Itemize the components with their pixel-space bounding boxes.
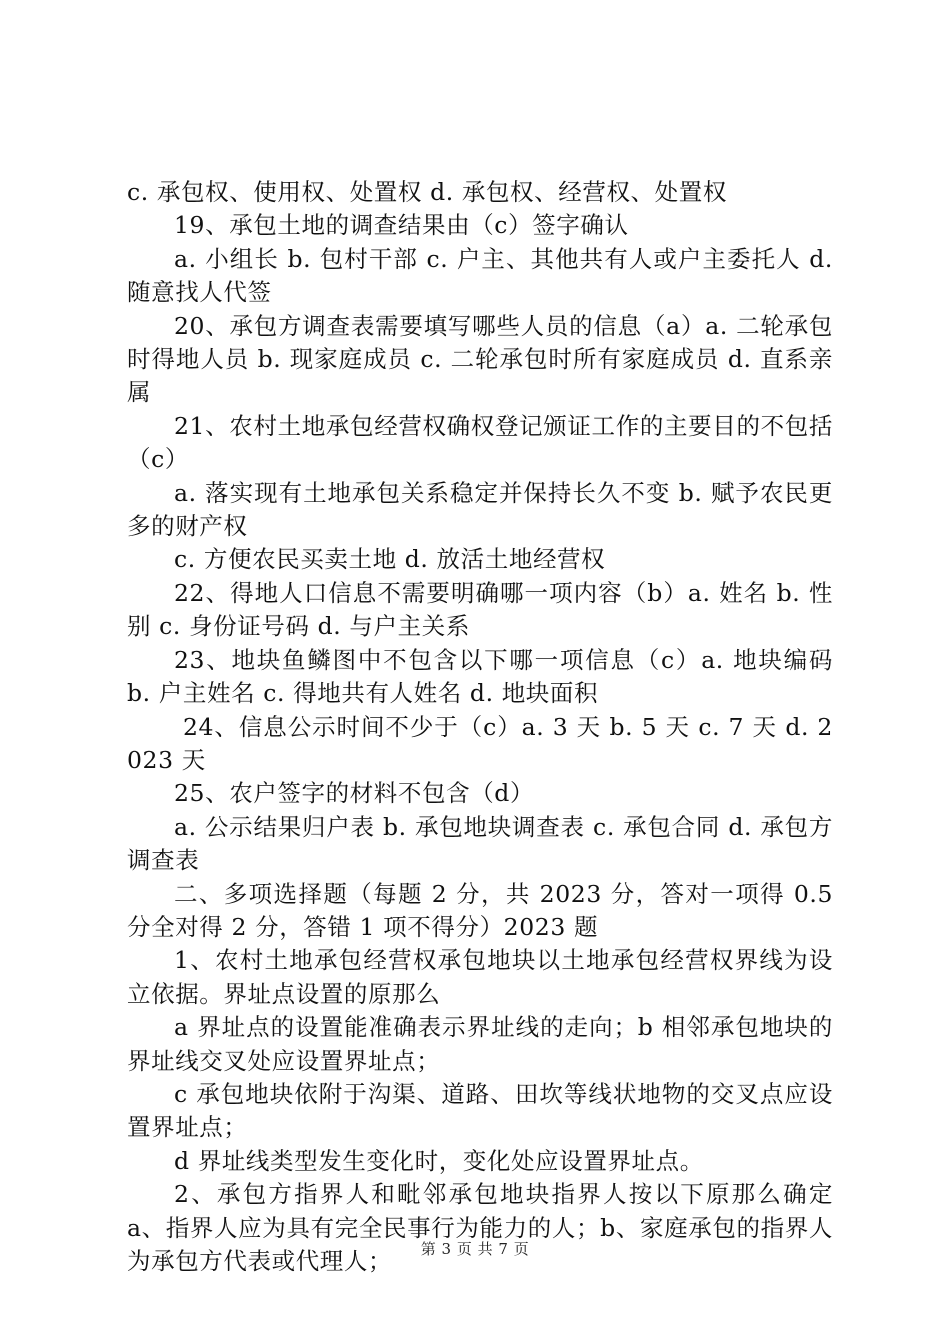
question-20: 20、承包方调查表需要填写哪些人员的信息（a）a. 二轮承包时得地人员 b. 现家庭成员 c. 二轮承包时所有家庭成员 d. 直系亲属	[127, 311, 833, 407]
question-19-options: a. 小组长 b. 包村干部 c. 户主、其他共有人或户主委托人 d. 随意找人代签	[127, 244, 833, 307]
question-24: 24、信息公示时间不少于（c）a. 3 天 b. 5 天 c. 7 天 d. 2023 天	[127, 712, 833, 774]
document-body	[127, 176, 833, 1278]
mc-question-1-rule-d: d 界址线类型发生变化时，变化处应设置界址点。	[174, 1146, 704, 1175]
mc-question-2: 2、承包方指界人和毗邻承包地块指界人按以下原那么确定 a、指界人应为具有完全民事行为能力的人；b、家庭承包的指界人为承包方代表或代理人；	[127, 1180, 833, 1275]
mc-question-1-rule-a-b: a 界址点的设置能准确表示界址线的走向；b 相邻承包地块的界址线交叉处应设置界址点；	[127, 1013, 833, 1075]
question-21-options-cd: c. 方便农民买卖土地 d. 放活土地经营权	[174, 545, 606, 574]
question-23: 23、地块鱼鳞图中不包含以下哪一项信息（c）a. 地块编码 b. 户主姓名 c. 得地共有人姓名 d. 地块面积	[127, 645, 833, 708]
question-25: 25、农户签字的材料不包含（d）	[174, 779, 535, 808]
question-21-options-ab: a. 落实现有土地承包关系稳定并保持长久不变 b. 赋予农民更多的财产权	[127, 478, 833, 541]
page-footer: 第 3 页 共 7 页	[420, 1240, 530, 1258]
question-22: 22、得地人口信息不需要明确哪一项内容（b）a. 姓名 b. 性别 c. 身份证号码 d. 与户主关系	[127, 578, 833, 641]
question-21: 21、农村土地承包经营权确权登记颁证工作的主要目的不包括（c）	[127, 411, 833, 474]
paragraph-option-c-d: c. 承包权、使用权、处置权 d. 承包权、经营权、处置权	[127, 178, 727, 206]
question-25-options: a. 公示结果归户表 b. 承包地块调查表 c. 承包合同 d. 承包方调查表	[127, 812, 833, 875]
mc-question-1-rule-c: c 承包地块依附于沟渠、道路、田坎等线状地物的交叉点应设置界址点；	[127, 1079, 833, 1142]
question-19: 19、承包土地的调查结果由（c）签字确认	[174, 211, 629, 240]
mc-question-1: 1、农村土地承包经营权承包地块以土地承包经营权界线为设立依据。界址点设置的原那么	[127, 946, 833, 1008]
section-multiple-choice-heading: 二、多项选择题（每题 2 分，共 2023 分，答对一项得 0.5 分全对得 2 分，答错 1 项不得分）2023 题	[127, 879, 833, 941]
